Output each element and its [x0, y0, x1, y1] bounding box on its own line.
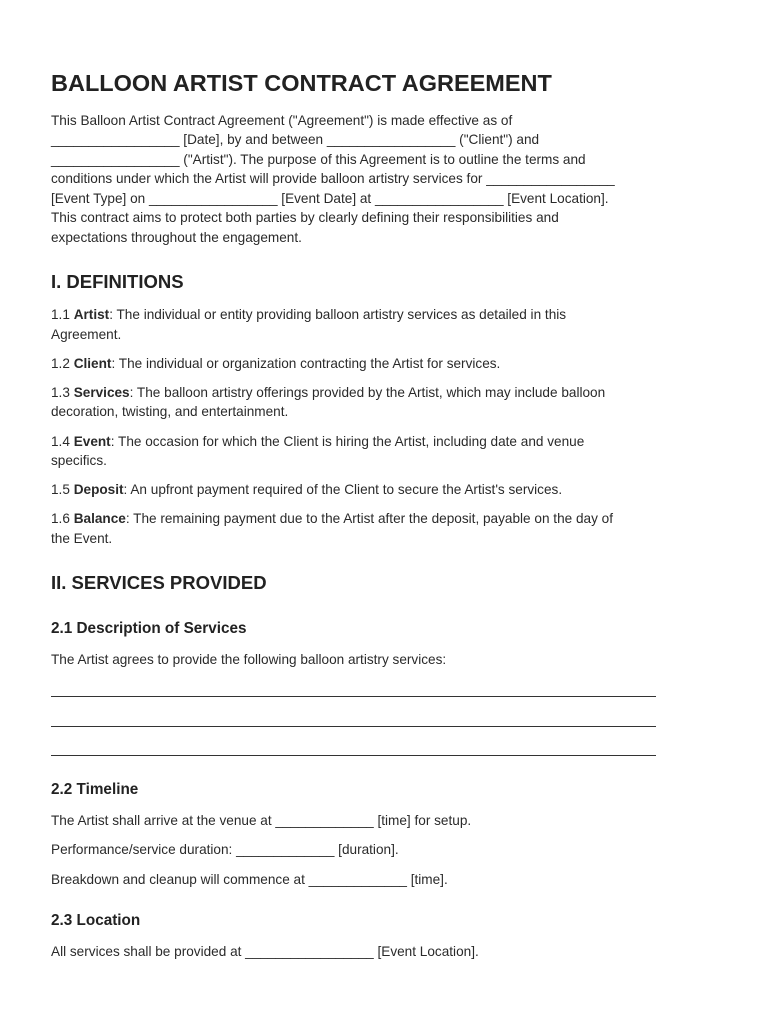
definition-balance [51, 511, 613, 526]
definition-client [51, 356, 500, 371]
intro-line: expectations throughout the engagement. [51, 230, 302, 245]
section-heading-services: II. SERVICES PROVIDED [51, 572, 267, 593]
definition-text-continued: Agreement. [51, 327, 122, 342]
services-description-text: The Artist agrees to provide the following balloon artistry services: [51, 652, 447, 667]
definition-text: : The occasion for which the Client is hiring the Artist, including date and venue [110, 434, 585, 449]
definition-text: : The individual or organization contracting the Artist for services. [111, 356, 501, 371]
definition-term: Artist [73, 307, 110, 322]
section-heading-definitions: I. DEFINITIONS [51, 271, 184, 292]
definition-event [51, 434, 584, 449]
definition-term: Client [73, 356, 112, 371]
intro-line: This contract aims to protect both parties by clearly defining their responsibilities and [51, 210, 559, 225]
subsection-heading-location: 2.3 Location [51, 912, 141, 929]
definition-text: : The balloon artistry offerings provided by the Artist, which may include balloon [129, 385, 606, 400]
fill-in-line[interactable] [51, 755, 656, 756]
subsection-heading-timeline: 2.2 Timeline [51, 781, 139, 798]
definition-number: 1.6 [51, 511, 74, 526]
definition-text-continued: specifics. [51, 453, 107, 468]
intro-line: [Event Type] on _________________ [Event Date] at _________________ [Event Location]. [51, 191, 609, 206]
definition-number: 1.3 [51, 385, 74, 400]
definition-text-continued: the Event. [51, 531, 113, 546]
document-title: BALLOON ARTIST CONTRACT AGREEMENT [51, 70, 552, 96]
intro-line: _________________ [Date], by and between _________________ ("Client") and [51, 132, 540, 147]
definition-term: Balance [73, 511, 126, 526]
definition-term: Services [73, 385, 130, 400]
definition-deposit [51, 482, 562, 497]
timeline-line: Breakdown and cleanup will commence at _____________ [time]. [51, 872, 448, 887]
subsection-heading-description: 2.1 Description of Services [51, 620, 247, 637]
timeline-line: Performance/service duration: _____________ [duration]. [51, 842, 399, 857]
definition-number: 1.2 [51, 356, 74, 371]
definition-text: : An upfront payment required of the Client to secure the Artist's services. [123, 482, 563, 497]
intro-line: _________________ ("Artist"). The purpose of this Agreement is to outline the terms and [51, 152, 586, 167]
definition-number: 1.5 [51, 482, 74, 497]
definition-artist [51, 307, 566, 322]
fill-in-line[interactable] [51, 696, 656, 697]
definition-number: 1.4 [51, 434, 74, 449]
intro-line: conditions under which the Artist will provide balloon artistry services for _________________ [51, 171, 615, 186]
intro-line: This Balloon Artist Contract Agreement ("Agreement") is made effective as of [51, 113, 513, 128]
definition-services [51, 385, 605, 400]
timeline-line: The Artist shall arrive at the venue at _____________ [time] for setup. [51, 813, 472, 828]
definition-term: Deposit [73, 482, 124, 497]
definition-text: : The individual or entity providing balloon artistry services as detailed in this [109, 307, 567, 322]
location-text: All services shall be provided at _________________ [Event Location]. [51, 944, 479, 959]
definition-term: Event [73, 434, 111, 449]
definition-text-continued: decoration, twisting, and entertainment. [51, 404, 289, 419]
definition-number: 1.1 [51, 307, 74, 322]
definition-text: : The remaining payment due to the Artist after the deposit, payable on the day of [125, 511, 613, 526]
fill-in-line[interactable] [51, 726, 656, 727]
